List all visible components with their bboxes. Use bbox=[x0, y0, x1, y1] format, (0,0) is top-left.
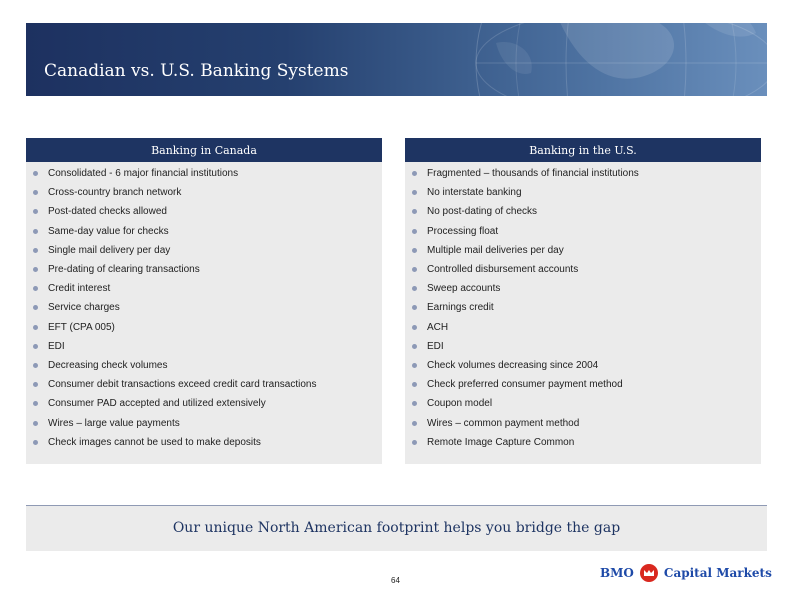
list-item-text: Processing float bbox=[427, 225, 499, 237]
list-item bbox=[405, 413, 761, 432]
list-item-text: Consumer debit transactions exceed credit card transactions bbox=[48, 379, 317, 391]
bullet-icon bbox=[33, 401, 38, 406]
bullet-icon bbox=[412, 363, 417, 368]
bullet-icon bbox=[412, 267, 417, 272]
bullet-icon bbox=[412, 171, 417, 176]
bullet-icon bbox=[33, 286, 38, 291]
list-item bbox=[26, 241, 382, 260]
list-item bbox=[26, 183, 382, 202]
list-item-text: Consumer PAD accepted and utilized extensively bbox=[48, 398, 266, 410]
list-item-text: Wires – large value payments bbox=[48, 417, 180, 429]
list-item bbox=[405, 337, 761, 356]
list-item bbox=[405, 394, 761, 413]
list-item bbox=[26, 298, 382, 317]
list-item-text: Cross-country branch network bbox=[48, 187, 182, 199]
bullet-icon bbox=[412, 286, 417, 291]
bullet-icon bbox=[412, 229, 417, 234]
list-item bbox=[405, 433, 761, 452]
list-item bbox=[405, 375, 761, 394]
logo-bmo-text: BMO bbox=[600, 566, 634, 580]
bullet-icon bbox=[33, 325, 38, 330]
list-item-text: Service charges bbox=[48, 302, 120, 314]
list-item-text: Fragmented – thousands of financial institutions bbox=[427, 168, 639, 180]
list-item bbox=[26, 337, 382, 356]
list-item bbox=[26, 413, 382, 432]
bullet-icon bbox=[33, 440, 38, 445]
us-column bbox=[405, 138, 761, 464]
globe-graphic bbox=[436, 23, 767, 96]
list-item bbox=[405, 164, 761, 183]
bullet-icon bbox=[33, 248, 38, 253]
list-item bbox=[26, 356, 382, 375]
bmo-logo bbox=[600, 562, 772, 584]
list-item-text: Multiple mail deliveries per day bbox=[427, 244, 564, 256]
list-item-text: Single mail delivery per day bbox=[48, 244, 171, 256]
list-item bbox=[405, 318, 761, 337]
bullet-icon bbox=[33, 171, 38, 176]
bullet-icon bbox=[412, 305, 417, 310]
list-item-text: Pre-dating of clearing transactions bbox=[48, 264, 200, 276]
list-item bbox=[405, 298, 761, 317]
list-item-text: Check volumes decreasing since 2004 bbox=[427, 359, 599, 371]
bullet-icon bbox=[33, 363, 38, 368]
canada-heading: Banking in Canada bbox=[26, 138, 382, 162]
list-item-text: Sweep accounts bbox=[427, 283, 501, 295]
list-item bbox=[26, 164, 382, 183]
us-list bbox=[405, 164, 761, 452]
list-item-text: Decreasing check volumes bbox=[48, 359, 168, 371]
bullet-icon bbox=[33, 344, 38, 349]
list-item-text: EDI bbox=[48, 340, 65, 352]
bullet-icon bbox=[33, 421, 38, 426]
page-number: 64 bbox=[391, 576, 400, 585]
bullet-icon bbox=[33, 229, 38, 234]
list-item bbox=[26, 433, 382, 452]
list-item bbox=[405, 222, 761, 241]
bullet-icon bbox=[412, 190, 417, 195]
title-banner bbox=[26, 23, 767, 96]
list-item bbox=[405, 279, 761, 298]
bullet-icon bbox=[33, 305, 38, 310]
list-item bbox=[26, 260, 382, 279]
tagline: Our unique North American footprint helps you bridge the gap bbox=[172, 520, 621, 536]
list-item-text: Remote Image Capture Common bbox=[427, 436, 575, 448]
bullet-icon bbox=[33, 267, 38, 272]
list-item-text: Post-dated checks allowed bbox=[48, 206, 167, 218]
bullet-icon bbox=[33, 382, 38, 387]
bullet-icon bbox=[412, 382, 417, 387]
list-item bbox=[405, 241, 761, 260]
bullet-icon bbox=[33, 209, 38, 214]
canada-column bbox=[26, 138, 382, 464]
list-item-text: Check images cannot be used to make deposits bbox=[48, 436, 261, 448]
list-item-text: No post-dating of checks bbox=[427, 206, 538, 218]
bullet-icon bbox=[412, 401, 417, 406]
list-item-text: EFT (CPA 005) bbox=[48, 321, 115, 333]
bullet-icon bbox=[412, 421, 417, 426]
list-item-text: EDI bbox=[427, 340, 444, 352]
list-item-text: No interstate banking bbox=[427, 187, 522, 199]
bullet-icon bbox=[412, 248, 417, 253]
bullet-icon bbox=[412, 325, 417, 330]
list-item bbox=[26, 394, 382, 413]
list-item-text: Controlled disbursement accounts bbox=[427, 264, 579, 276]
list-item-text: Same-day value for checks bbox=[48, 225, 169, 237]
bullet-icon bbox=[412, 440, 417, 445]
list-item-text: Earnings credit bbox=[427, 302, 494, 314]
list-item-text: Wires – common payment method bbox=[427, 417, 580, 429]
list-item bbox=[405, 260, 761, 279]
list-item bbox=[26, 279, 382, 298]
page-title: Canadian vs. U.S. Banking Systems bbox=[44, 61, 349, 81]
list-item bbox=[405, 356, 761, 375]
list-item-text: Coupon model bbox=[427, 398, 493, 410]
logo-division-text: Capital Markets bbox=[663, 566, 772, 580]
list-item bbox=[405, 202, 761, 221]
list-item-text: Check preferred consumer payment method bbox=[427, 379, 623, 391]
bullet-icon bbox=[412, 209, 417, 214]
bullet-icon bbox=[33, 190, 38, 195]
list-item bbox=[26, 318, 382, 337]
list-item bbox=[26, 222, 382, 241]
tagline-panel bbox=[26, 505, 767, 551]
us-heading: Banking in the U.S. bbox=[405, 138, 761, 162]
list-item-text: ACH bbox=[427, 321, 449, 333]
list-item bbox=[26, 375, 382, 394]
list-item-text: Consolidated - 6 major financial institutions bbox=[48, 168, 239, 180]
canada-list bbox=[26, 164, 382, 452]
list-item bbox=[405, 183, 761, 202]
bullet-icon bbox=[412, 344, 417, 349]
bmo-roundel-icon bbox=[640, 564, 658, 582]
list-item-text: Credit interest bbox=[48, 283, 111, 295]
list-item bbox=[26, 202, 382, 221]
